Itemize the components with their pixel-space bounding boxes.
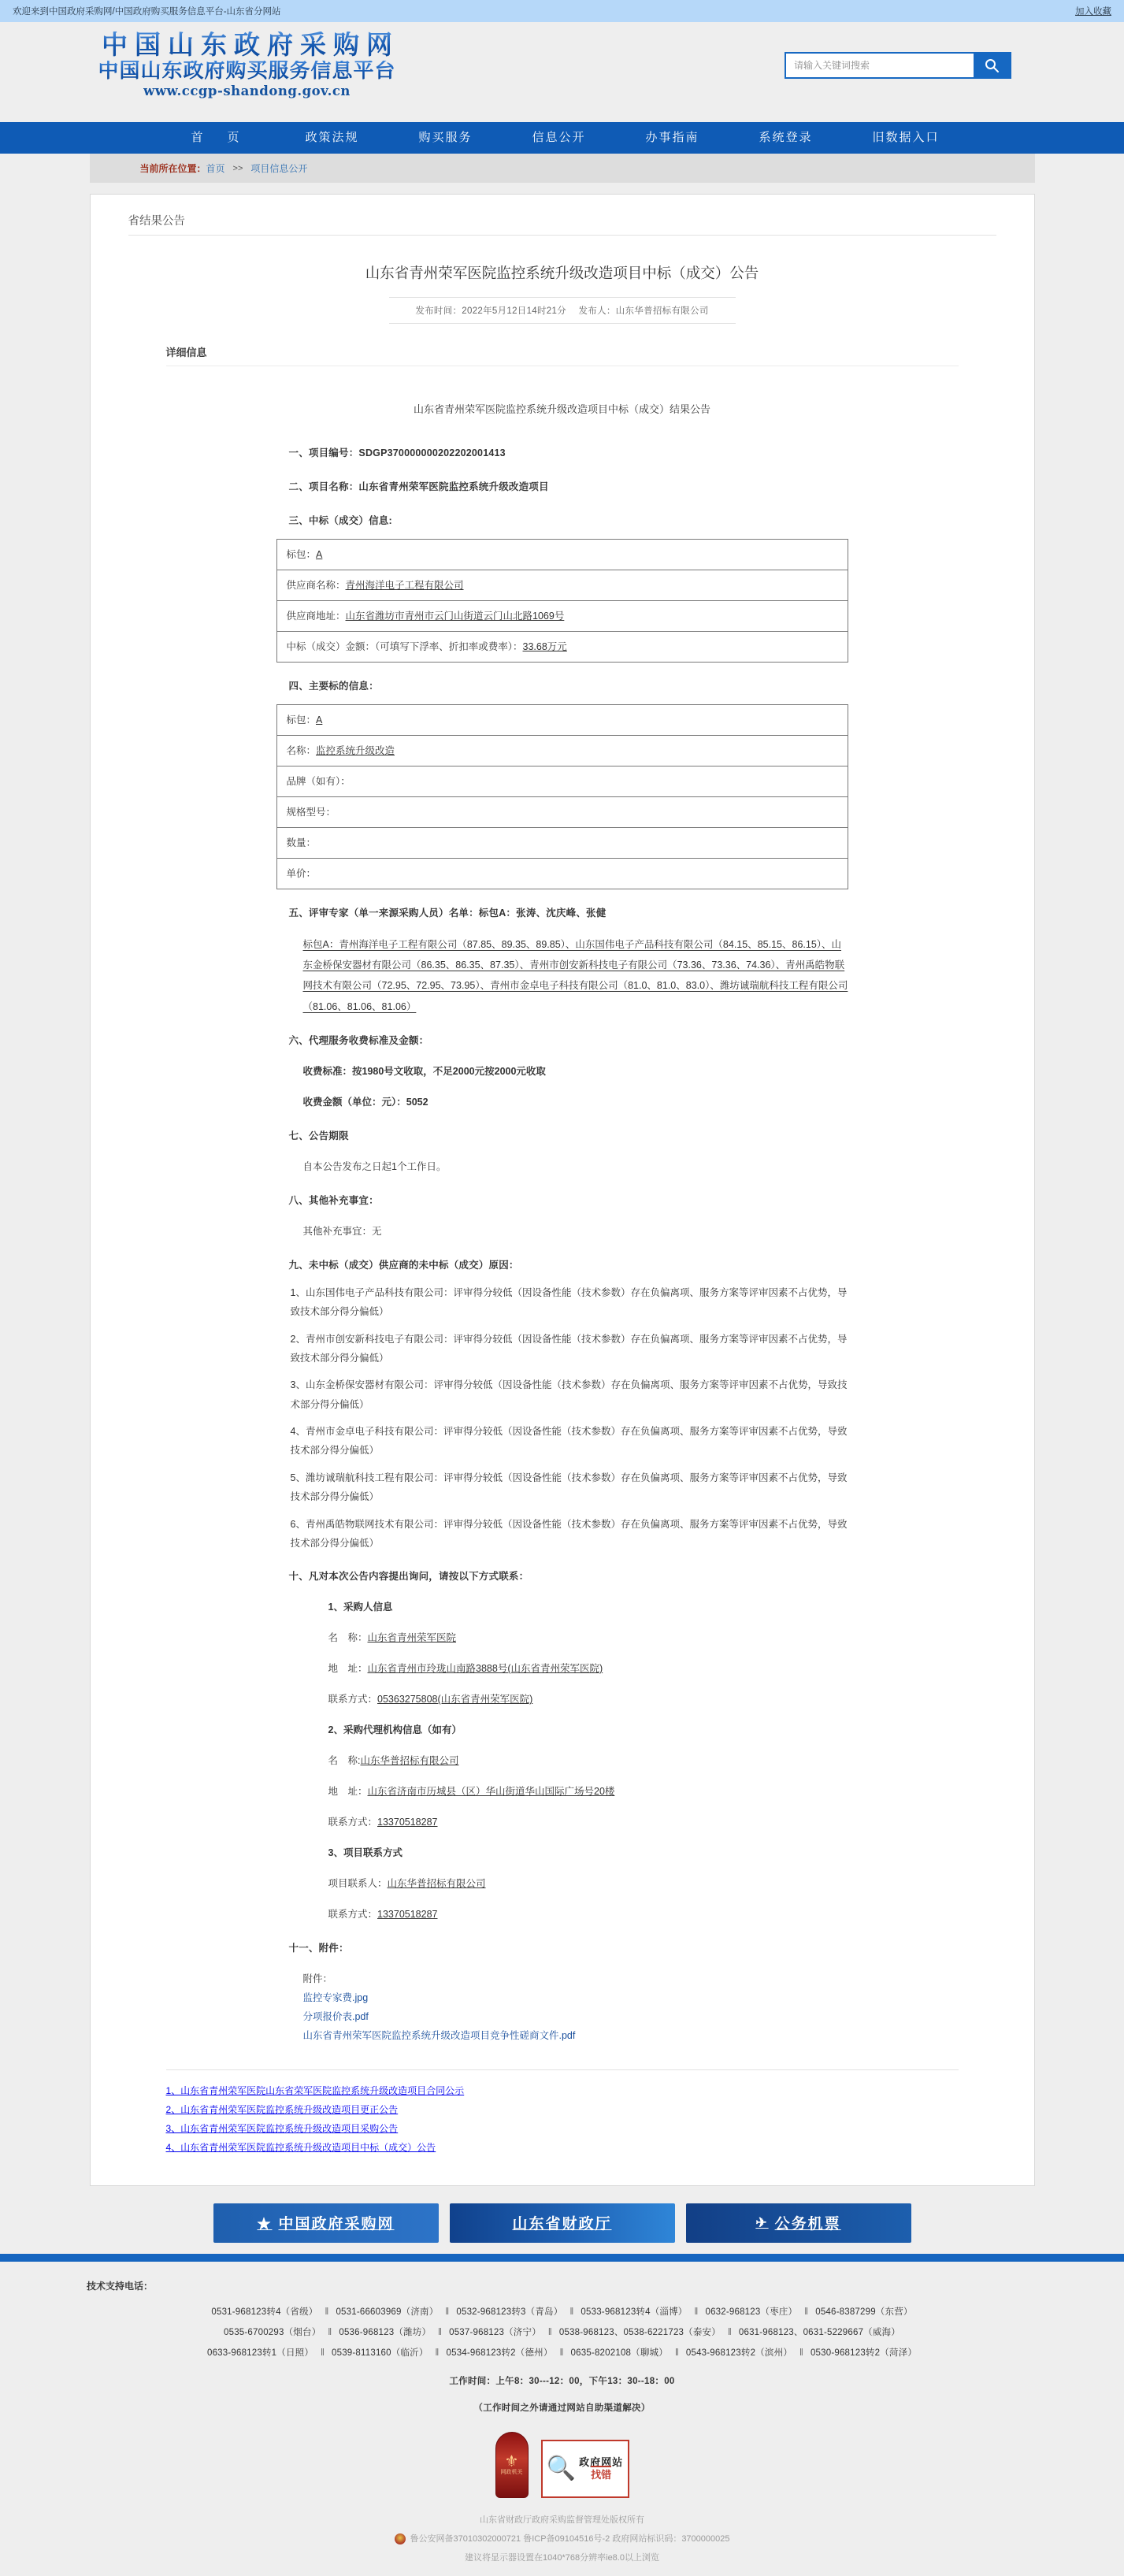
support-phone: 0543-968123转2（滨州） <box>685 2348 792 2359</box>
purchaser-address-row <box>328 1659 848 1679</box>
divider: ‖ <box>547 2327 552 2337</box>
losing-reason-item: 3、山东金桥保安器材有限公司：评审得分较低（因设备性能（技术参数）存在负偏离项、服务方案等评审因素不占优势，导致技术部分得分偏低） <box>290 1379 848 1410</box>
site-logo[interactable] <box>95 29 399 98</box>
support-phone: 0532-968123转3（青岛） <box>456 2307 563 2317</box>
nav-item-olddata[interactable]: 旧数据入口 <box>872 131 940 144</box>
support-phone: 0531-66603969（济南） <box>336 2307 439 2317</box>
table-row <box>276 539 848 570</box>
announcement-period-text: 自本公告发布之日起1个工作日。 <box>302 1160 447 1172</box>
divider: ‖ <box>569 2307 574 2317</box>
cell-label: 数量： <box>286 837 317 848</box>
project-contact-tel-label: 联系方式： <box>328 1909 378 1921</box>
attachment-link[interactable]: 监控专家费.jpg <box>302 1992 369 2004</box>
project-contact-tel-row <box>328 1905 848 1925</box>
logo-line-1: 中国山东政府采购网 <box>95 32 399 58</box>
resolution-note: 建议将显示器设置在1040*768分辨率ie8.0以上浏览 <box>465 2553 659 2563</box>
target-row-name <box>276 735 848 766</box>
agency-group-title: 2、采购代理机构信息（如有） <box>328 1724 462 1736</box>
divider: ‖ <box>321 2348 325 2359</box>
nav-item-guide[interactable]: 办事指南 <box>645 131 699 144</box>
losing-reason-item: 6、青州禹皓物联网技术有限公司：评审得分较低（因设备性能（技术参数）存在负偏离项、服务方案等评审因素不占优势，导致技术部分得分偏低） <box>290 1518 848 1549</box>
section-11-heading: 十一、附件： <box>288 1943 349 1954</box>
related-link[interactable]: 4、山东省青州荣军医院监控系统升级改造项目中标（成交）公告 <box>165 2141 436 2153</box>
related-link[interactable]: 1、山东省青州荣军医院山东省荣军医院监控系统升级改造项目合同公示 <box>165 2084 465 2096</box>
support-phone-row <box>0 2322 1124 2343</box>
support-phone: 0631-968123、0631-5229667（威海） <box>738 2327 900 2337</box>
divider: ‖ <box>799 2348 803 2359</box>
section-10-heading: 十、凡对本次公告内容提出询问，请按以下方式联系： <box>288 1571 529 1583</box>
support-phone: 0538-968123、0538-6221723（泰安） <box>558 2327 721 2337</box>
table-row <box>276 827 848 858</box>
search-input[interactable] <box>786 54 974 77</box>
agency-name-value: 山东华普招标有限公司 <box>360 1755 459 1767</box>
banner-label: 公务机票 <box>774 2215 841 2233</box>
table-row <box>276 704 848 735</box>
nav-item-login[interactable]: 系统登录 <box>759 131 813 144</box>
report-error-seal[interactable] <box>541 2440 629 2498</box>
project-contact-person-value: 山东华普招标有限公司 <box>387 1878 486 1890</box>
site-header <box>0 22 1124 122</box>
table-row <box>276 735 848 766</box>
page-title: 山东省青州荣军医院监控系统升级改造项目中标（成交）公告 <box>365 265 759 281</box>
support-phone: 0635-8202108（聊城） <box>570 2348 668 2359</box>
attachment-link[interactable]: 山东省青州荣军医院监控系统升级改造项目竞争性磋商文件.pdf <box>302 2029 576 2041</box>
seal-b-text <box>579 2456 623 2482</box>
divider: ‖ <box>438 2327 443 2337</box>
cell-value: 33.68万元 <box>522 640 567 652</box>
top-utility-bar <box>0 0 1124 22</box>
target-row-unit-price <box>276 858 848 889</box>
cell-value: 山东省潍坊市青州市云门山街道云门山北路1069号 <box>345 610 565 622</box>
support-phone-row <box>0 2343 1124 2363</box>
project-contact-tel-value: 13370518287 <box>377 1909 438 1921</box>
footer-seals <box>0 2432 1124 2498</box>
table-row <box>276 766 848 796</box>
divider: ‖ <box>328 2327 332 2337</box>
table-row <box>276 796 848 827</box>
winning-info-table <box>276 539 848 663</box>
table-row <box>276 631 848 662</box>
divider: ‖ <box>674 2348 679 2359</box>
add-favorite-link[interactable]: 加入收藏 <box>1075 7 1111 17</box>
divider: ‖ <box>804 2307 809 2317</box>
nav-item-disclosure[interactable]: 信息公开 <box>532 131 586 144</box>
publisher: 发布人：山东华普招标有限公司 <box>578 306 709 316</box>
support-phone: 0546-8387299（东营） <box>815 2307 913 2317</box>
cell-value: 青州海洋电子工程有限公司 <box>345 579 464 591</box>
cell-label: 标包： <box>286 548 317 560</box>
attachment-list <box>303 1969 848 2045</box>
target-row-quantity <box>276 827 848 858</box>
related-link[interactable]: 2、山东省青州荣军医院监控系统升级改造项目更正公告 <box>165 2103 399 2115</box>
cell-label: 中标（成交）金额：（可填写下浮率、折扣率或费率）： <box>286 640 523 652</box>
divider: ‖ <box>727 2327 732 2337</box>
body-title: 山东省青州荣军医院监控系统升级改造项目中标（成交）结果公告 <box>413 403 710 415</box>
cell-label: 供应商名称： <box>286 579 346 591</box>
search-button[interactable] <box>974 54 1010 77</box>
announcement-card <box>90 194 1035 2186</box>
purchaser-address-label: 地 址： <box>328 1663 368 1675</box>
target-row-package <box>276 704 848 735</box>
other-matters-text: 其他补充事宜：无 <box>302 1225 382 1237</box>
related-link[interactable]: 3、山东省青州荣军医院监控系统升级改造项目采购公告 <box>165 2122 399 2134</box>
support-phone: 0539-8113160（临沂） <box>332 2348 428 2359</box>
losing-reason-item: 4、青州市金卓电子科技有限公司：评审得分较低（因设备性能（技术参数）存在负偏离项、服务方案等评审因素不占优势，导致技术部分得分偏低） <box>290 1426 848 1457</box>
search-box[interactable] <box>785 52 1011 79</box>
related-item[interactable] <box>166 2119 959 2138</box>
purchaser-name-value: 山东省青州荣军医院 <box>367 1632 457 1644</box>
section-8-heading: 八、其他补充事宜： <box>288 1194 379 1206</box>
cell-value: 监控系统升级改造 <box>316 744 395 756</box>
support-phone: 0534-968123转2（德州） <box>446 2348 553 2359</box>
purchaser-tel-label: 联系方式： <box>328 1694 378 1706</box>
support-phone: 0531-968123转4（省级） <box>211 2307 318 2317</box>
purchaser-tel-value: 05363275808(山东省青州荣军医院) <box>377 1694 533 1706</box>
section-1-project-number: 一、项目编号：SDGP370000000202202001413 <box>288 447 506 458</box>
divider: ‖ <box>445 2307 450 2317</box>
banner-shandong-finance[interactable] <box>450 2203 675 2243</box>
section-2-project-name: 二、项目名称：山东省青州荣军医院监控系统升级改造项目 <box>288 481 549 492</box>
emblem-icon: ★ <box>257 2217 273 2233</box>
agency-address-row <box>328 1782 848 1802</box>
project-contact-person-row <box>328 1874 848 1894</box>
breadcrumb-separator: >> <box>232 163 243 173</box>
table-row <box>276 570 848 600</box>
welcome-text: 欢迎来到中国政府采购网/中国政府购买服务信息平台-山东省分网站 <box>13 7 281 17</box>
nav-item-home[interactable]: 首 页 <box>191 131 246 144</box>
detail-section-label: 详细信息 <box>165 346 207 358</box>
agency-name-row <box>328 1751 848 1771</box>
seal-b-line1: 政府网站 <box>579 2455 624 2468</box>
losing-reason-item: 5、潍坊诚瑞航科技工程有限公司：评审得分较低（因设备性能（技术参数）存在负偏离项、服务方案等评审因素不占优势，导致技术部分得分偏低） <box>290 1472 848 1503</box>
attachment-link[interactable]: 分项报价表.pdf <box>302 2011 369 2022</box>
banner-ccgp[interactable] <box>213 2203 439 2243</box>
divider: ‖ <box>435 2348 440 2359</box>
table-row <box>276 858 848 889</box>
support-title: 技术支持电话： <box>87 2280 154 2292</box>
nav-item-services[interactable]: 购买服务 <box>418 131 473 144</box>
related-item[interactable] <box>166 2081 959 2100</box>
losing-reason-item: 2、青州市创安新科技电子有限公司：评审得分较低（因设备性能（技术参数）存在负偏离项、服务方案等评审因素不占优势，导致技术部分得分偏低） <box>290 1333 848 1364</box>
purchaser-name-row <box>328 1628 848 1648</box>
winning-row-amount <box>276 631 848 662</box>
related-item[interactable] <box>166 2100 959 2119</box>
support-phone-row <box>0 2302 1124 2322</box>
project-contact-group-title: 3、项目联系方式 <box>328 1847 402 1859</box>
cell-value: A <box>316 714 323 726</box>
agency-name-label: 名 称: <box>328 1755 361 1767</box>
agency-fee-amount: 收费金额（单位：元）：5052 <box>302 1096 428 1108</box>
cell-label: 品牌（如有）： <box>286 775 351 787</box>
agency-address-label: 地 址： <box>328 1786 368 1798</box>
support-phone: 0530-968123转2（菏泽） <box>810 2348 918 2359</box>
divider: ‖ <box>694 2307 699 2317</box>
plane-icon: ✈ <box>755 2214 769 2231</box>
section-9-heading: 九、未中标（成交）供应商的未中标（成交）原因： <box>288 1259 519 1271</box>
partner-banner-strip <box>90 2203 1035 2254</box>
nav-item-policy[interactable]: 政策法规 <box>305 131 359 144</box>
section-5-expert-scores: 标包A：青州海洋电子工程有限公司（87.85、89.35、89.85）、山东国伟电子产品科技有限公司（84.15、85.15、86.15）、山东金桥保安器材有限公司（86.35、86.35、87.35）、青州市创安新科技电子有限公司（73.36、73.36、74.36）、青州禹皓物联网技术有限公司（72.95、72.95、73.95）、青州市金卓电子科技有限公司（81.0、81.0、83.0）、潍坊诚瑞航科技工程有限公司（81.06、81.06、81.06） <box>302 938 848 1012</box>
target-row-brand <box>276 766 848 796</box>
support-phone: 0535-6700293（烟台） <box>224 2327 321 2337</box>
banner-label: 山东省财政厅 <box>512 2215 612 2233</box>
section-7-heading: 七、公告期限 <box>288 1130 349 1141</box>
breadcrumb-bar <box>0 154 1124 183</box>
torch-icon: ⚜ <box>504 2452 519 2470</box>
divider: ‖ <box>325 2307 329 2317</box>
support-phone: 0536-968123（潍坊） <box>339 2327 432 2337</box>
divider: ‖ <box>559 2348 564 2359</box>
cell-label: 名称： <box>286 744 317 756</box>
site-footer <box>0 2262 1124 2576</box>
cell-label: 供应商地址： <box>286 610 346 622</box>
winning-row-supplier-address <box>276 600 848 631</box>
agency-tel-label: 联系方式： <box>328 1817 378 1828</box>
breadcrumb-home[interactable]: 首页 <box>206 163 225 174</box>
working-hours: 工作时间：上午8：30---12：00，下午13：30--18：00 <box>449 2376 675 2386</box>
related-item[interactable] <box>166 2138 959 2157</box>
agency-fee-standard: 收费标准：按1980号文收取，不足2000元按2000元收取 <box>302 1065 546 1077</box>
logo-line-2: 中国山东政府购买服务信息平台 <box>95 61 399 81</box>
section-5-heading: 五、评审专家（单一来源采购人员）名单：标包A：张涛、沈庆峰、张健 <box>288 907 607 919</box>
logo-url: www.ccgp-shandong.gov.cn <box>143 84 351 98</box>
purchaser-tel-row <box>328 1690 848 1709</box>
purchaser-address-value: 山东省青州市玲珑山南路3888号(山东省青州荣军医院) <box>367 1663 603 1675</box>
target-row-model <box>276 796 848 827</box>
copyright-text: 山东省财政厅政府采购监督管理处版权所有 <box>480 2515 644 2526</box>
agency-address-value: 山东省济南市历城县（区）华山街道华山国际广场号20楼 <box>367 1786 615 1798</box>
winning-row-package <box>276 539 848 570</box>
magnifier-icon: 🔍 <box>546 2455 577 2482</box>
article-meta <box>389 297 736 324</box>
section-6-heading: 六、代理服务收费标准及金额： <box>288 1034 429 1046</box>
support-phone: 0537-968123（济宁） <box>449 2327 541 2337</box>
section-3-heading: 三、中标（成交）信息: <box>288 514 392 526</box>
search-icon <box>984 58 1000 73</box>
police-badge-icon <box>395 2533 406 2544</box>
seal-b-line2: 找错 <box>591 2466 611 2481</box>
main-target-table <box>276 704 848 889</box>
agency-tel-row <box>328 1813 848 1832</box>
card-tab-divider <box>128 235 996 236</box>
purchaser-name-label: 名 称： <box>328 1632 368 1644</box>
banner-official-air-ticket[interactable] <box>686 2203 911 2243</box>
support-phone: 0533-968123转4（淄博） <box>581 2307 688 2317</box>
icp-row <box>0 2530 1124 2548</box>
project-contact-person-label: 项目联系人： <box>328 1878 388 1890</box>
table-row <box>276 600 848 631</box>
card-tab-label: 省结果公告 <box>128 215 185 228</box>
agency-tel-value: 13370518287 <box>377 1817 438 1828</box>
attachment-label: 附件： <box>302 1973 333 1985</box>
publish-time: 发布时间：2022年5月12日14时21分 <box>415 306 566 316</box>
cell-label: 标包： <box>286 714 317 726</box>
cell-label: 规格型号： <box>286 806 336 818</box>
breadcrumb-label: 当前所在位置： <box>139 163 206 174</box>
government-seal-icon[interactable] <box>495 2432 529 2498</box>
section-4-heading: 四、主要标的信息： <box>288 680 379 692</box>
cell-value: A <box>316 548 323 560</box>
banner-label: 中国政府采购网 <box>278 2215 395 2233</box>
footer-top-rule <box>0 2254 1124 2262</box>
support-phone: 0632-968123（枣庄） <box>705 2307 798 2317</box>
losing-reason-item: 1、山东国伟电子产品科技有限公司：评审得分较低（因设备性能（技术参数）存在负偏离项、服务方案等评审因素不占优势，导致技术部分得分偏低） <box>290 1286 848 1318</box>
footer-copyright-block <box>0 2511 1124 2568</box>
breadcrumb-current[interactable]: 项目信息公开 <box>250 163 308 174</box>
cell-label: 单价： <box>286 867 317 879</box>
breadcrumb <box>90 154 1035 183</box>
main-navigation <box>0 122 1124 154</box>
purchaser-group-title: 1、采购人信息 <box>328 1602 393 1613</box>
icp-text: 鲁公安网备37010302000721 鲁ICP备09104516号-2 政府网站标识码：3700000025 <box>410 2534 730 2544</box>
related-announcements <box>166 2069 959 2157</box>
support-phone: 0633-968123转1（日照） <box>206 2348 314 2359</box>
winning-row-supplier-name <box>276 570 848 600</box>
seal-a-text: 网政机关 <box>500 2469 523 2475</box>
working-hours-note: （工作时间之外请通过网站自助渠道解决） <box>473 2403 651 2413</box>
announcement-body <box>91 399 1034 2046</box>
